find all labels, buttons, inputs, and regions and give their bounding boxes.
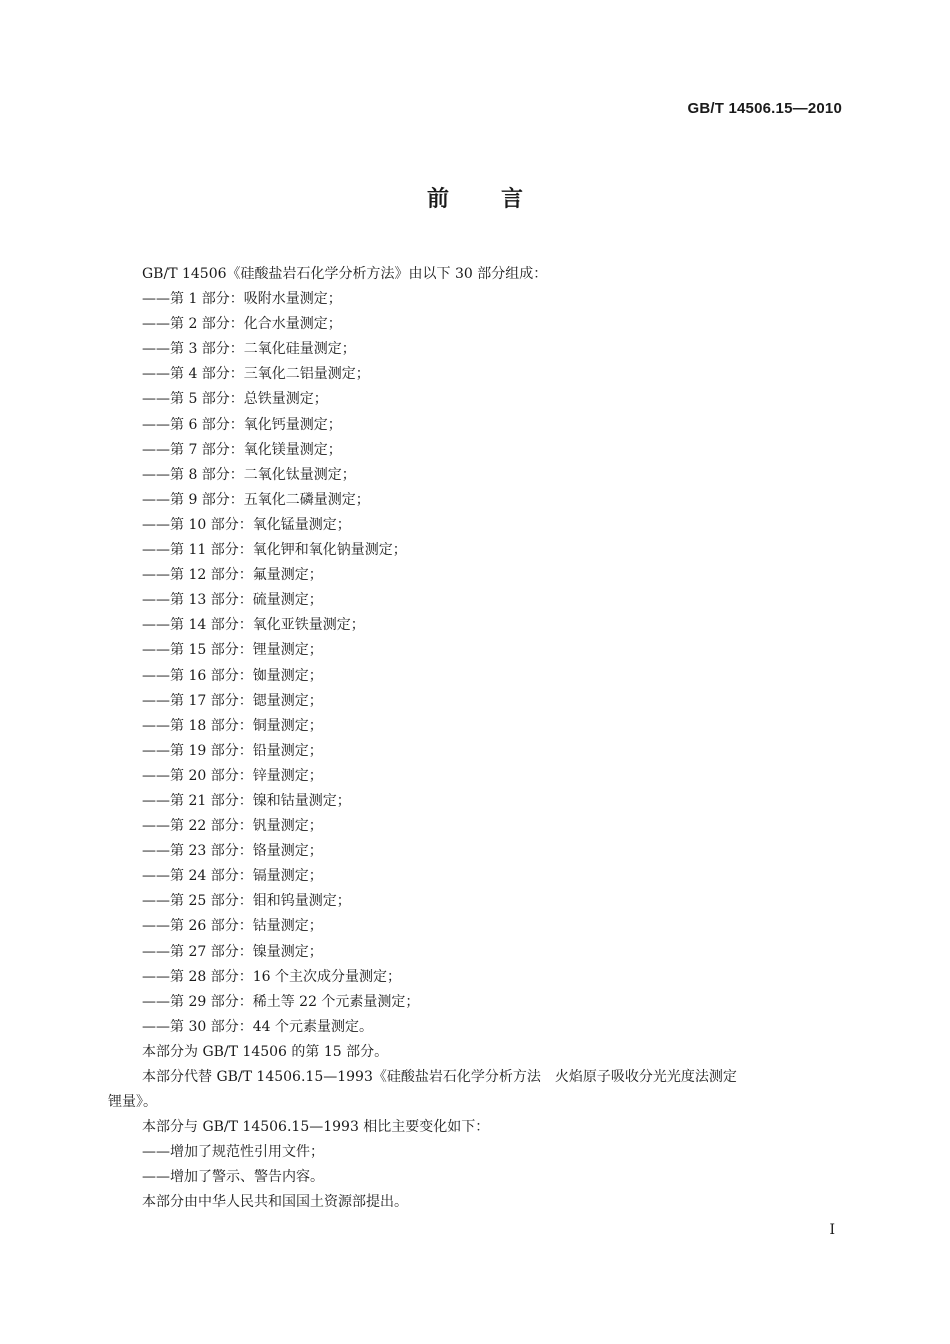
part-list-item: ——第 13 部分：硫量测定； (142, 592, 323, 609)
part-list-item: ——第 15 部分：锂量测定； (142, 642, 323, 659)
proposed-paragraph: 本部分由中华人民共和国国土资源部提出。 (142, 1194, 408, 1211)
part-list-item: ——第 5 部分：总铁量测定； (142, 391, 328, 408)
part-list-item: ——第 24 部分：镉量测定； (142, 868, 323, 885)
changes-list (108, 1140, 848, 1190)
part-list-item: ——第 14 部分：氧化亚铁量测定； (142, 617, 365, 634)
replaces-paragraph-line2: 锂量》。 (108, 1094, 157, 1111)
part-list-item: ——第 18 部分：铜量测定； (142, 717, 323, 734)
part-list-item: ——第 17 部分：锶量测定； (142, 692, 323, 709)
parts-list (108, 287, 848, 1040)
part-list-item: ——第 20 部分：锌量测定； (142, 767, 323, 784)
part-list-item: ——第 28 部分：16 个主次成分量测定； (142, 968, 401, 985)
change-list-item: ——增加了规范性引用文件； (142, 1144, 324, 1161)
part-list-item: ——第 3 部分：二氧化硅量测定； (142, 341, 356, 358)
part-list-item: ——第 29 部分：稀土等 22 个元素量测定； (142, 993, 420, 1010)
part-list-item: ——第 22 部分：钒量测定； (142, 818, 323, 835)
part-list-item: ——第 27 部分：镍量测定； (142, 943, 323, 960)
intro-paragraph: GB/T 14506《硅酸盐岩石化学分析方法》由以下 30 部分组成： (142, 266, 548, 282)
part-list-item: ——第 12 部分：氟量测定； (142, 567, 323, 584)
part-list-item: ——第 11 部分：氧化钾和氧化钠量测定； (142, 542, 407, 559)
changes-paragraph: 本部分与 GB/T 14506.15—1993 相比主要变化如下： (142, 1119, 490, 1136)
replaces-paragraph-line1: 本部分代替 GB/T 14506.15—1993《硅酸盐岩石化学分析方法 火焰原子吸收分光光度法测定 (142, 1069, 737, 1085)
part-list-item: ——第 23 部分：铬量测定； (142, 843, 323, 860)
part-list-item: ——第 4 部分：三氧化二铝量测定； (142, 366, 370, 383)
part-list-item: ——第 25 部分：钼和钨量测定； (142, 893, 351, 910)
part-list-item: ——第 21 部分：镍和钴量测定； (142, 792, 351, 809)
part-list-item: ——第 6 部分：氧化钙量测定； (142, 416, 342, 433)
part-list-item: ——第 19 部分：铅量测定； (142, 742, 323, 759)
page-number: I (829, 1222, 835, 1238)
part-list-item: ——第 7 部分：氧化镁量测定； (142, 441, 342, 458)
foreword-body (108, 262, 848, 1216)
part-list-item: ——第 2 部分：化合水量测定； (142, 316, 342, 333)
change-list-item: ——增加了警示、警告内容。 (142, 1169, 324, 1186)
part-list-item: ——第 26 部分：钴量测定； (142, 918, 323, 935)
part-list-item: ——第 8 部分：二氧化钛量测定； (142, 466, 356, 483)
part-list-item: ——第 30 部分：44 个元素量测定。 (142, 1018, 373, 1035)
part-list-item: ——第 16 部分：铷量测定； (142, 667, 323, 684)
part-list-item: ——第 10 部分：氧化锰量测定； (142, 516, 351, 533)
part-list-item: ——第 1 部分：吸附水量测定； (142, 291, 342, 308)
part-list-item: ——第 9 部分：五氧化二磷量测定； (142, 491, 370, 508)
page-title: 前言 (426, 187, 575, 212)
standard-code: GB/T 14506.15—2010 (687, 100, 842, 117)
part-of-paragraph: 本部分为 GB/T 14506 的第 15 部分。 (142, 1043, 389, 1060)
